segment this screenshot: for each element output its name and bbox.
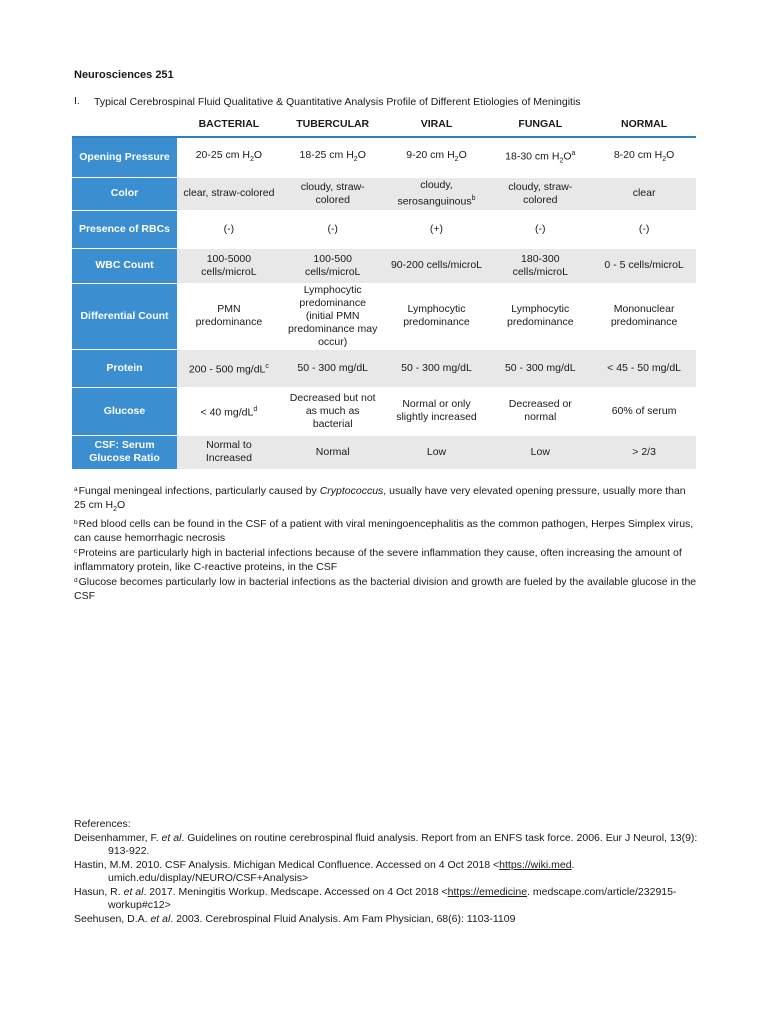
table-row <box>72 349 696 387</box>
cell-text: Lymphocytic predominance (initial PMN predominance may occur) <box>288 283 378 348</box>
footnote-marker: d <box>253 405 258 413</box>
table-cell <box>592 435 696 469</box>
table-cell <box>281 349 385 387</box>
table-cell <box>592 177 696 210</box>
reference-entry <box>74 913 714 927</box>
text-run: Glucose becomes particularly low in bacterial infections as the bacterial division and growth are fueled by the available glucose in the CSF <box>74 576 697 602</box>
section-title: Typical Cerebrospinal Fluid Qualitative & Quantitative Analysis Profile of Different Etiologies of Meningitis <box>94 96 581 108</box>
cell-text: Normal <box>315 445 350 458</box>
cell-text: cloudy, serosanguinous <box>397 178 472 208</box>
table-cell <box>281 137 385 177</box>
column-header: BACTERIAL <box>177 112 281 137</box>
cell-text: Low <box>530 445 550 458</box>
text-run: . Guidelines on routine cerebrospinal fluid analysis. Report from an ENFS task force. 2006. Eur J Neurol, 13(9): 913-922. <box>108 831 698 857</box>
table-cell <box>385 387 489 435</box>
text-run: . umich.edu/display/NEURO/CSF+Analysis> <box>108 858 575 884</box>
cell-text: 100-5000 cells/microL <box>201 252 257 278</box>
cell-text: cloudy, straw-colored <box>508 180 573 206</box>
table-cell <box>177 137 281 177</box>
table-cell <box>488 435 592 469</box>
table-cell <box>281 177 385 210</box>
reference-entry <box>74 859 714 886</box>
table-cell <box>592 210 696 248</box>
cell-text: > 2/3 <box>632 445 656 458</box>
row-header: Opening Pressure <box>72 137 177 177</box>
text-run: O <box>117 498 126 511</box>
footnote-marker: b <box>471 194 476 202</box>
table-cell <box>177 387 281 435</box>
cell-text: (+) <box>429 222 444 235</box>
cell-text: Lymphocytic predominance <box>507 303 574 328</box>
column-header: VIRAL <box>385 112 489 137</box>
reference-entry <box>74 886 714 913</box>
cell-text: (-) <box>223 222 235 235</box>
cell-text: Low <box>426 445 447 458</box>
table-cell <box>385 283 489 349</box>
cell-text: 90-200 cells/microL <box>390 259 483 271</box>
footnote <box>74 545 700 574</box>
footnote-marker: b <box>74 519 78 527</box>
footnote-marker: c <box>74 548 78 556</box>
text-run: Hasun, R. <box>74 885 124 898</box>
table-cell <box>488 210 592 248</box>
table-cell <box>177 349 281 387</box>
cell-text: (-) <box>535 222 546 235</box>
cell-text-suffix: O <box>458 148 467 161</box>
cell-text: clear, straw-colored <box>183 187 275 199</box>
table-cell <box>177 283 281 349</box>
text-run: , usually have very elevated opening pressure, usually more than 25 cm H <box>74 485 686 511</box>
table-row <box>72 283 696 349</box>
cell-text: 60% of serum <box>611 404 677 417</box>
footnotes <box>74 483 700 603</box>
row-header: Presence of RBCs <box>72 210 177 248</box>
row-header: CSF: Serum Glucose Ratio <box>72 435 177 469</box>
cell-text: Decreased or normal <box>508 398 572 423</box>
cell-subscript: 2 <box>353 155 358 163</box>
table-cell <box>592 283 696 349</box>
table-cell <box>488 387 592 435</box>
table-row <box>72 387 696 435</box>
table-cell <box>592 137 696 177</box>
cell-text: Normal to Increased <box>205 439 252 464</box>
cell-text: 180-300 cells/microL <box>512 252 568 278</box>
text-run: . medscape.com/article/232915-workup#c12> <box>108 885 677 911</box>
table-cell <box>488 137 592 177</box>
row-header: Color <box>72 177 177 210</box>
cell-text: Normal or only slightly increased <box>396 398 477 423</box>
footnote-marker: c <box>265 362 269 370</box>
table-corner <box>72 112 177 137</box>
cell-subscript: 2 <box>454 155 459 163</box>
footnote <box>74 516 700 545</box>
row-header: WBC Count <box>72 248 177 283</box>
cell-text: Decreased but not as much as bacterial <box>289 391 376 430</box>
table-cell <box>385 137 489 177</box>
table-cell <box>488 283 592 349</box>
cell-text: 100-500 cells/microL <box>304 252 361 278</box>
table-row <box>72 210 696 248</box>
cell-text: 50 - 300 mg/dL <box>504 361 576 374</box>
table-cell <box>385 210 489 248</box>
csf-analysis-table <box>72 112 696 470</box>
cell-text: < 40 mg/dL <box>200 406 254 419</box>
cell-text: 50 - 300 mg/dL <box>297 361 369 374</box>
cell-text: cloudy, straw-colored <box>300 180 365 206</box>
section-number: I. <box>74 95 80 107</box>
references-section <box>74 818 714 926</box>
table-cell <box>385 177 489 210</box>
cell-text: (-) <box>638 222 650 235</box>
text-run: Deisenhammer, F. <box>74 831 162 844</box>
reference-link[interactable]: https://emedicine <box>447 885 528 898</box>
text-run: 2 <box>113 505 117 513</box>
row-header: Differential Count <box>72 283 177 349</box>
table-cell <box>177 210 281 248</box>
cell-text: < 45 - 50 mg/dL <box>607 361 682 374</box>
table-cell <box>592 387 696 435</box>
text-run: . 2017. Meningitis Workup. Medscape. Accessed on 4 Oct 2018 < <box>143 885 448 898</box>
text-run: . 2003. Cerebrospinal Fluid Analysis. Am Fam Physician, 68(6): 1103-1109 <box>170 912 516 925</box>
cell-text: 8-20 cm H <box>613 148 663 161</box>
cell-text: 0 - 5 cells/microL <box>604 259 684 271</box>
text-run: Red blood cells can be found in the CSF of a patient with viral meningoencephalitis as the common pathogen, Herpes Simplex virus, can cause hemorrhagic necrosis <box>74 518 694 544</box>
reference-entry <box>74 832 714 859</box>
table-header-row <box>72 112 696 137</box>
table-cell <box>488 349 592 387</box>
table-cell <box>177 435 281 469</box>
cell-text: Lymphocytic predominance <box>403 303 470 328</box>
row-header: Protein <box>72 349 177 387</box>
text-run: et al <box>150 912 171 925</box>
cell-text-suffix: O <box>563 150 572 163</box>
row-header: Glucose <box>72 387 177 435</box>
table-row <box>72 435 696 469</box>
cell-text: Mononuclear predominance <box>610 303 678 328</box>
table-cell <box>281 435 385 469</box>
cell-text: clear <box>632 187 656 199</box>
column-header: NORMAL <box>592 112 696 137</box>
text-run: et al <box>123 885 144 898</box>
table-cell <box>281 283 385 349</box>
table-cell <box>592 349 696 387</box>
table-cell <box>385 248 489 283</box>
text-run: Cryptococcus <box>319 485 384 497</box>
table-cell <box>281 210 385 248</box>
footnote-marker: a <box>74 486 78 493</box>
table-cell <box>281 248 385 283</box>
cell-text-suffix: O <box>357 148 366 161</box>
table-cell <box>385 435 489 469</box>
cell-text: 20-25 cm H <box>195 148 250 161</box>
text-run: Proteins are particularly high in bacterial infections because of the severe inflammation they cause, often increasing the amount of inflammatory protein, like C-reactive proteins, in the CSF <box>74 547 682 573</box>
table-cell <box>281 387 385 435</box>
references-title: References: <box>74 818 131 830</box>
column-header: FUNGAL <box>488 112 592 137</box>
cell-text-suffix: O <box>666 148 675 161</box>
text-run: Fungal meningeal infections, particularly caused by <box>78 485 320 497</box>
column-header: TUBERCULAR <box>281 112 385 137</box>
table-cell <box>385 349 489 387</box>
table-row <box>72 177 696 210</box>
cell-text: 50 - 300 mg/dL <box>401 361 472 374</box>
table-cell <box>488 177 592 210</box>
table-row <box>72 137 696 177</box>
cell-text: 18-25 cm H <box>299 148 354 161</box>
footnote-marker: d <box>74 577 78 585</box>
cell-text: 9-20 cm H <box>406 148 455 161</box>
footnote <box>74 574 700 603</box>
cell-text-suffix: O <box>253 148 263 161</box>
footnote <box>74 483 700 516</box>
cell-text: 18-30 cm H <box>505 150 560 163</box>
references-list <box>74 832 714 927</box>
table-row <box>72 248 696 283</box>
cell-text: PMN predominance <box>195 303 263 328</box>
text-run: Hastin, M.M. 2010. CSF Analysis. Michigan Medical Confluence. Accessed on 4 Oct 2018 < <box>74 858 500 871</box>
reference-link[interactable]: https://wiki.med <box>499 858 572 871</box>
cell-subscript: 2 <box>250 155 254 163</box>
cell-subscript: 2 <box>559 157 564 165</box>
course-title: Neurosciences 251 <box>74 69 174 81</box>
cell-text: 200 - 500 mg/dL <box>188 363 266 376</box>
cell-subscript: 2 <box>662 155 667 163</box>
cell-text: (-) <box>327 222 338 235</box>
text-run: et al <box>161 831 182 844</box>
table-cell <box>177 248 281 283</box>
table-cell <box>592 248 696 283</box>
footnote-marker: a <box>571 149 576 157</box>
text-run: Seehusen, D.A. <box>74 912 151 925</box>
table-cell <box>177 177 281 210</box>
table-cell <box>488 248 592 283</box>
